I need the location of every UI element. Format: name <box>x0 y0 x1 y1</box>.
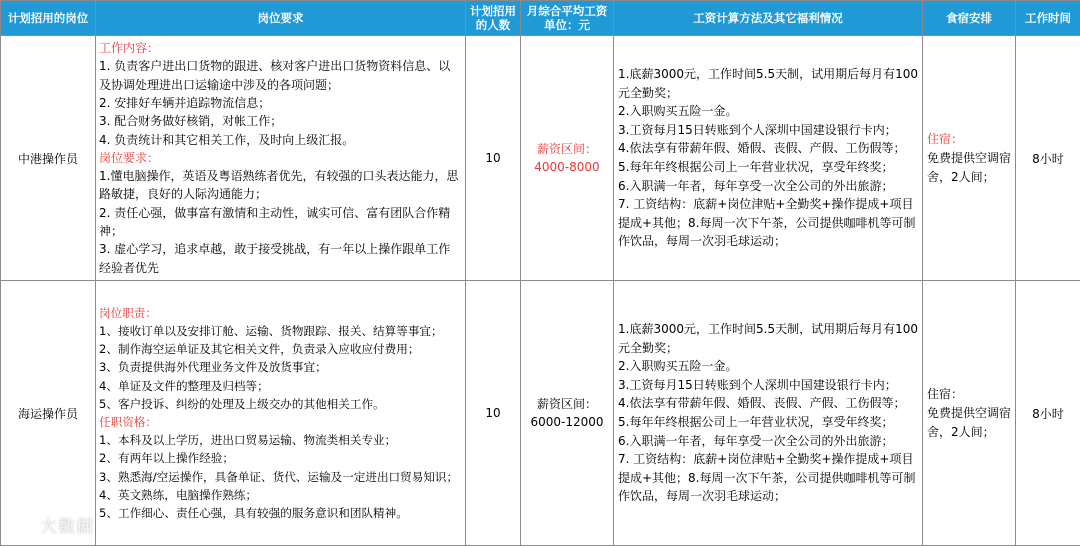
lodging-text: 免费提供空调宿舍，2人间； <box>927 405 1012 439</box>
header-row <box>1 1 1080 36</box>
requirement-line: 5、工作细心、责任心强，具有较强的服务意识和团队精神。 <box>99 506 408 521</box>
requirement-line: 1、接收订单以及安排订舱、运输、货物跟踪、报关、结算等事宜； <box>99 323 443 338</box>
header-count: 计划招用的人数 <box>466 1 521 36</box>
salary-cell: 薪资区间：6000-12000 <box>521 281 614 546</box>
requirement-line: 1. 负责客户进出口货物的跟进、核对客户进出口货物资料信息、以及协调处理进出口运输途中涉及的各项问题； <box>99 59 451 92</box>
requirement-line: 5、客户投诉、纠纷的处理及上级交办的其他相关工作。 <box>99 396 385 411</box>
requirement-line: 岗位要求： <box>99 150 160 165</box>
count-cell: 10 <box>466 281 521 546</box>
requirement-line: 1、本科及以上学历，进出口贸易运输、物流类相关专业； <box>99 433 397 448</box>
hours-cell: 8小时 <box>1016 36 1080 281</box>
requirement-line: 3、熟悉海/空运操作，具备单证、货代、运输及一定进出口贸易知识； <box>99 469 459 484</box>
watermark <box>8 512 94 537</box>
lodging-cell <box>923 36 1016 281</box>
watermark-logo-icon <box>8 518 34 536</box>
lodging-cell <box>923 281 1016 546</box>
hours-cell: 8小时 <box>1016 281 1080 546</box>
requirement-line: 1.懂电脑操作，英语及粤语熟练者优先，有较强的口头表达能力，思路敏捷，良好的人际沟通能力； <box>99 169 459 202</box>
position-cell: 海运操作员 <box>1 281 96 546</box>
requirement-line: 2. 责任心强，做事富有激情和主动性，诚实可信、富有团队合作精神； <box>99 205 451 239</box>
requirements-cell <box>96 36 466 281</box>
header-welfare: 工资计算方法及其它福利情况 <box>614 1 923 36</box>
header-lodging: 食宿安排 <box>923 1 1016 36</box>
requirement-line: 3. 配合财务做好核销，对帐工作； <box>99 114 283 129</box>
requirement-line: 4、单证及文件的整理及归档等； <box>99 378 269 393</box>
lodging-label: 住宿： <box>927 131 964 146</box>
requirement-line: 4. 负责统计和其它相关工作，及时向上级汇报。 <box>99 132 355 147</box>
welfare-cell: 1.底薪3000元，工作时间5.5天制，试用期后每月有100元全勤奖； 2.入职购买五险一金。 3.工资每月15日转账到个人深圳中国建设银行卡内； 4.依法享有带薪年假、婚假、丧假、产假、工伤假等； 5.每年年终根据公司上一年营业状况，享受年终奖； 6.入职满一年者，每年享受一次全公司的外出旅游； 7. 工资结构：底薪+岗位津贴+全勤奖+操作提成+项目提成+其他；8.每周一次下午茶，公司提供咖啡机等可制作饮品，每周一次羽毛球运动； <box>614 36 923 281</box>
header-salary: 月综合平均工资单位：元 <box>521 1 614 36</box>
requirement-line: 工作内容： <box>99 41 160 56</box>
position-cell: 中港操作员 <box>1 36 96 281</box>
lodging-label: 住宿： <box>927 386 964 401</box>
requirement-line: 3、负责提供海外代理业务文件及放货事宜； <box>99 360 327 375</box>
header-requirements: 岗位要求 <box>96 1 466 36</box>
requirement-line: 2、制作海空运单证及其它相关文件，负责录入应收应付费用； <box>99 342 420 357</box>
requirements-cell <box>96 281 466 546</box>
lodging-text: 免费提供空调宿舍，2人间； <box>927 150 1012 184</box>
requirement-line: 2. 安排好车辆并追踪物流信息； <box>99 95 271 110</box>
count-cell: 10 <box>466 36 521 281</box>
header-position: 计划招用的岗位 <box>1 1 96 36</box>
requirement-line: 任职资格： <box>99 415 157 429</box>
watermark-text: 大数据 <box>40 517 94 537</box>
requirement-line: 3. 虚心学习，追求卓越，敢于接受挑战，有一年以上操作跟单工作经验者优先 <box>99 242 451 275</box>
requirement-line: 4、英文熟练，电脑操作熟练； <box>99 487 258 502</box>
welfare-cell: 1.底薪3000元，工作时间5.5天制，试用期后每月有100元全勤奖； 2.入职购买五险一金。 3.工资每月15日转账到个人深圳中国建设银行卡内； 4.依法享有带薪年假、婚假、丧假、产假、工伤假等； 5.每年年终根据公司上一年营业状况，享受年终奖； 6.入职满一年者，每年享受一次全公司的外出旅游； 7. 工资结构：底薪+岗位津贴+全勤奖+操作提成+项目提成+其他；8.每周一次下午茶，公司提供咖啡机等可制作饮品，每周一次羽毛球运动； <box>614 281 923 546</box>
header-hours: 工作时间 <box>1016 1 1080 36</box>
requirement-line: 岗位职责： <box>99 305 157 320</box>
salary-cell: 薪资区间：4000-8000 <box>521 36 614 281</box>
table-row <box>1 36 1080 281</box>
table-row <box>1 281 1080 546</box>
requirement-line: 2、有两年以上操作经验； <box>99 451 234 466</box>
